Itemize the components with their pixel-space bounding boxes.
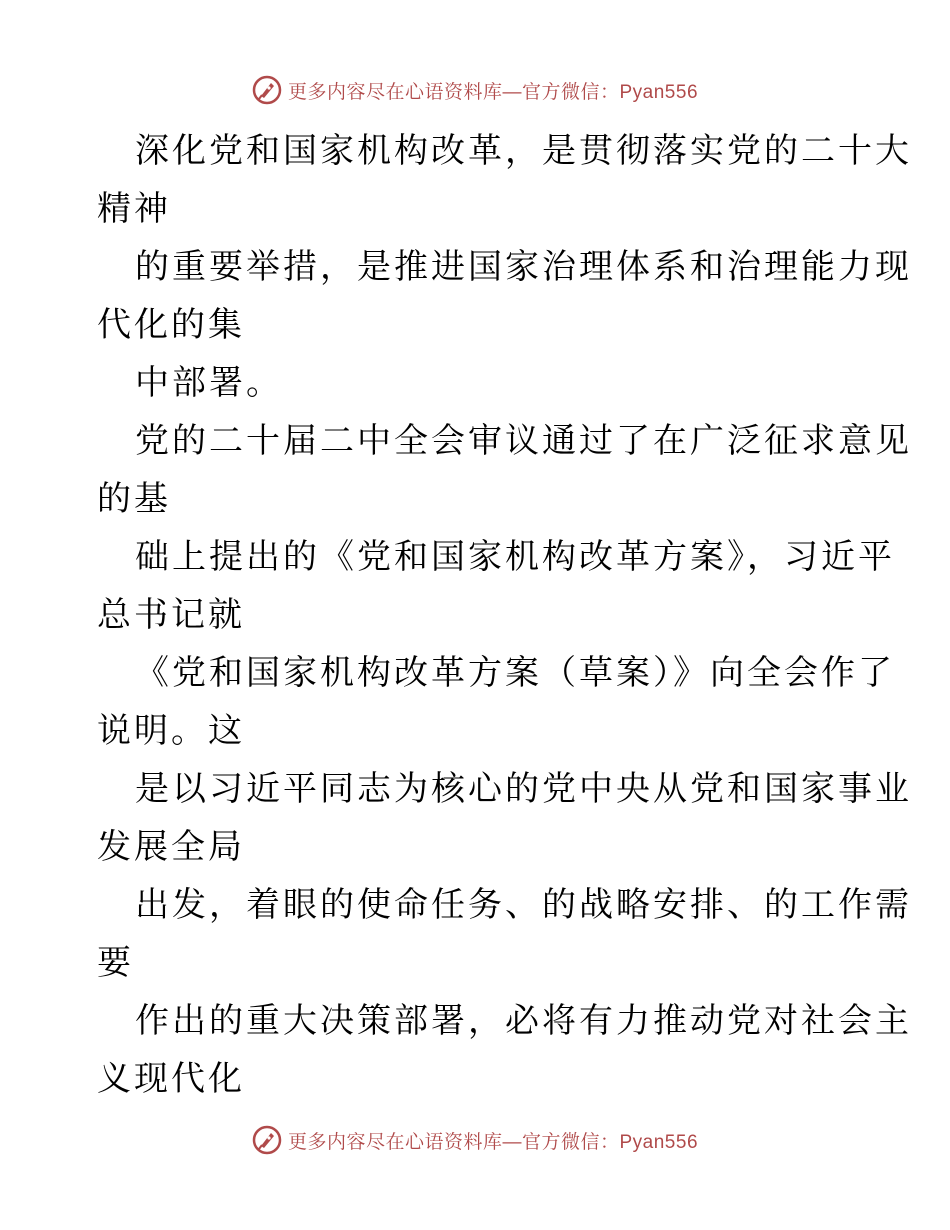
body-line-10: 《党和国家机构改革方案（草案）》向全会作了 <box>135 653 895 693</box>
watermark-wechat: —官方微信：Pyan556 <box>502 81 699 103</box>
body-line-8: 础上提出的《党和国家机构改革方案》，习近平 <box>135 537 895 577</box>
watermark-site-name: 更多内容尽在心语资料库 <box>287 80 503 103</box>
watermark-site-name: 更多内容尽在心语资料库 <box>287 1130 503 1153</box>
pen-nib-logo-icon <box>252 1125 282 1155</box>
body-line-14: 出发，着眼的使命任务、的战略安排、的工作需 <box>135 885 912 925</box>
body-line-6: 党的二十届二中全会审议通过了在广泛征求意见 <box>135 421 912 461</box>
body-line-7: 的基 <box>97 479 171 519</box>
watermark-wechat: —官方微信：Pyan556 <box>502 1131 699 1153</box>
body-line-4: 代化的集 <box>97 305 245 345</box>
document-body <box>97 122 912 1108</box>
body-line-9: 总书记就 <box>97 595 245 635</box>
body-line-1: 深化党和国家机构改革，是贯彻落实党的二十大 <box>135 131 912 171</box>
body-line-17: 义现代化 <box>97 1059 245 1099</box>
body-line-5: 中部署。 <box>135 363 283 403</box>
body-line-2: 精神 <box>97 189 171 229</box>
header-watermark <box>0 70 950 110</box>
body-line-11: 说明。这 <box>97 711 245 751</box>
pen-nib-logo-icon <box>252 75 282 105</box>
body-line-12: 是以习近平同志为核心的党中央从党和国家事业 <box>135 769 912 809</box>
body-line-16: 作出的重大决策部署，必将有力推动党对社会主 <box>135 1001 912 1041</box>
body-line-15: 要 <box>97 943 134 983</box>
body-line-3: 的重要举措，是推进国家治理体系和治理能力现 <box>135 247 912 287</box>
footer-watermark <box>0 1120 950 1160</box>
body-line-13: 发展全局 <box>97 827 245 867</box>
